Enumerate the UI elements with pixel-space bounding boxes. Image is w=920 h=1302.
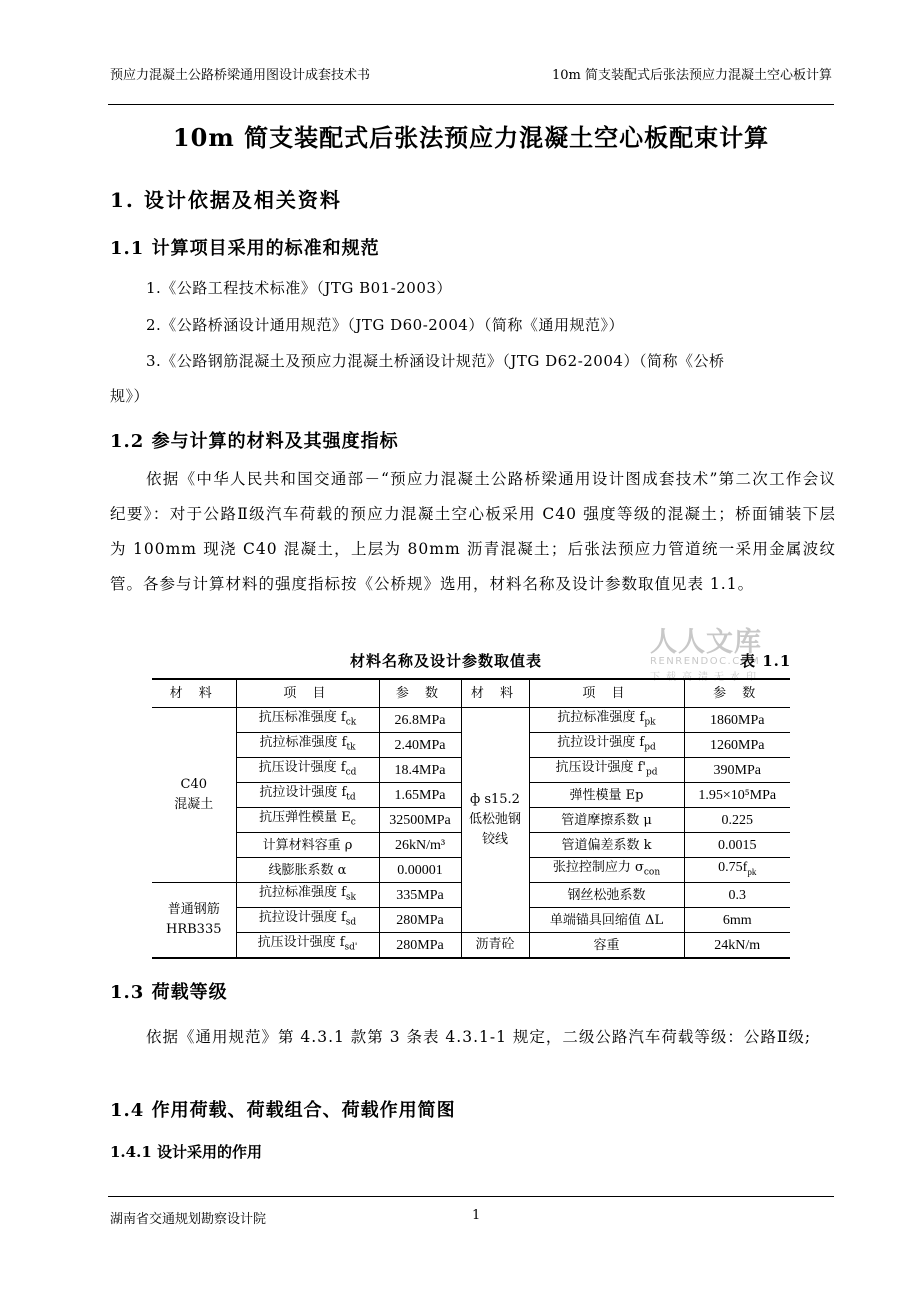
table-item-cell	[236, 708, 379, 733]
table-value-cell	[379, 783, 461, 808]
section-1-4-heading: 1.4 作用荷载、荷载组合、荷载作用简图	[110, 1100, 456, 1121]
reference-item: 1.《公路工程技术标准》（JTG B01-2003）	[146, 279, 452, 297]
table-value-cell	[379, 708, 461, 733]
item-label: 抗拉设计强度 f	[259, 784, 347, 800]
reference-item: 3.《公路钢筋混凝土及预应力混凝土桥涵设计规范》（JTG D62-2004）（简称《公桥	[146, 352, 725, 370]
value-text: 1260MPa	[710, 737, 765, 753]
table-item-cell	[529, 708, 684, 733]
table-header-row	[152, 679, 790, 708]
section-1-3-heading: 1.3 荷载等级	[110, 982, 228, 1003]
value-text: 26kN/m³	[394, 837, 446, 853]
item-subscript: c	[350, 817, 356, 828]
section-1-1-heading: 1.1 计算项目采用的标准和规范	[110, 238, 380, 259]
item-subscript: td	[346, 792, 356, 803]
item-label: 弹性模量 Ep	[569, 787, 644, 803]
table-value-cell	[684, 883, 790, 908]
table-value-cell	[684, 833, 790, 858]
item-label: 抗拉设计强度 f	[258, 909, 346, 925]
value-text: 1860MPa	[710, 712, 765, 728]
table-value-cell	[684, 908, 790, 933]
item-subscript: ck	[345, 717, 357, 728]
item-subscript: pk	[644, 717, 656, 728]
table-value-cell	[379, 858, 461, 883]
value-text: 0.3	[728, 887, 746, 903]
table-header-cell: 材 料	[152, 679, 236, 708]
value-text: 390MPa	[713, 762, 761, 778]
item-label: 抗拉标准强度 f	[258, 884, 346, 900]
item-subscript: cd	[345, 767, 357, 778]
table-item-cell	[236, 933, 379, 959]
table-item-cell	[529, 933, 684, 959]
table-header-cell: 材 料	[461, 679, 529, 708]
value-text: 6mm	[722, 912, 752, 928]
watermark-slogan: 下载高清无水印	[650, 672, 762, 683]
item-label: 容重	[593, 937, 620, 953]
section-1-heading: 1. 设计依据及相关资料	[110, 188, 342, 212]
value-text: 335MPa	[396, 887, 444, 903]
section-1-4-1-heading: 1.4.1 设计采用的作用	[110, 1143, 262, 1161]
item-label: 抗拉标准强度 f	[259, 734, 347, 750]
item-subscript: pd	[644, 742, 656, 753]
table-item-cell	[236, 833, 379, 858]
value-subscript: pk	[747, 866, 757, 877]
header-left: 预应力混凝土公路桥梁通用图设计成套技术书	[110, 68, 371, 83]
item-label: 抗压标准强度 f	[258, 709, 346, 725]
table-row	[152, 933, 790, 959]
watermark-url: RENRENDOC.COM	[650, 656, 761, 667]
reference-item-continued: 规》）	[110, 387, 150, 405]
table-item-cell	[236, 858, 379, 883]
value-text: 1.95×10⁵MPa	[698, 787, 777, 803]
table-value-cell	[379, 733, 461, 758]
item-subscript: tk	[346, 742, 356, 753]
value-text: 24kN/m	[714, 937, 761, 953]
item-label: 抗压设计强度 f'	[555, 759, 646, 775]
table-header-cell: 参 数	[684, 679, 790, 708]
table-item-cell	[529, 833, 684, 858]
value-text: 0.225	[721, 812, 753, 828]
item-subscript: pd	[646, 767, 658, 778]
value-text: 280MPa	[396, 937, 444, 953]
table-item-cell	[529, 908, 684, 933]
table-item-cell	[529, 783, 684, 808]
item-label: 管道偏差系数 k	[561, 837, 652, 853]
value-text: 18.4MPa	[394, 762, 446, 778]
value-text: 1.65MPa	[394, 787, 446, 803]
item-label: 张拉控制应力 σ	[552, 859, 644, 875]
item-label: 抗压设计强度 f	[257, 934, 345, 950]
item-label: 计算材料容重 ρ	[262, 837, 353, 853]
item-label: 抗压弹性模量 E	[259, 809, 351, 825]
item-label: 线膨胀系数 α	[268, 862, 347, 878]
header-right: 10m 简支装配式后张法预应力混凝土空心板计算	[551, 68, 832, 83]
table-value-cell	[684, 808, 790, 833]
item-label: 抗拉标准强度 f	[557, 709, 645, 725]
table-value-cell	[684, 858, 790, 883]
table-item-cell	[236, 783, 379, 808]
footer-organization: 湖南省交通规划勘察设计院	[110, 1212, 267, 1227]
table-header-cell: 参 数	[379, 679, 461, 708]
item-subscript: sk	[345, 892, 357, 903]
table-item-cell	[236, 733, 379, 758]
section-1-2-heading: 1.2 参与计算的材料及其强度指标	[110, 431, 399, 452]
table-item-cell	[529, 758, 684, 783]
value-text: 0.75f	[718, 860, 748, 876]
table-number: 表 1.1	[740, 652, 792, 670]
item-label: 抗压设计强度 f	[258, 759, 346, 775]
table-header-cell: 项 目	[529, 679, 684, 708]
watermark-logo: 人人文库	[650, 627, 762, 658]
table-value-cell	[379, 883, 461, 908]
item-label: 钢丝松弛系数	[567, 887, 646, 903]
table-value-cell	[684, 933, 790, 959]
table-value-cell	[684, 783, 790, 808]
footer-rule	[108, 1196, 834, 1197]
material-rebar-cell: 普通钢筋 HRB335	[152, 883, 236, 959]
table-item-cell	[529, 858, 684, 883]
reference-item: 2.《公路桥涵设计通用规范》（JTG D60-2004）（简称《通用规范》）	[146, 316, 624, 334]
item-label: 抗拉设计强度 f	[557, 734, 645, 750]
table-row	[152, 708, 790, 733]
table-item-cell	[529, 883, 684, 908]
materials-paragraph: 依据《中华人民共和国交通部－“预应力混凝土公路桥梁通用设计图成套技术”第二次工作会议纪要》：对于公路Ⅱ级汽车荷载的预应力混凝土空心板采用 C40 强度等级的混凝土；桥面铺装下层为 100mm 现浇 C40 混凝土，上层为 80mm 沥青混凝土；后张法预应力管道统一采用金属波纹管。各参与计算材料的强度指标按《公桥规》选用，材料名称及设计参数取值见表 1.1。	[110, 470, 836, 593]
item-label: 管道摩擦系数 μ	[561, 812, 652, 828]
table-value-cell	[379, 908, 461, 933]
value-text: 0.00001	[397, 862, 443, 878]
value-text: 26.8MPa	[394, 712, 446, 728]
table-value-cell	[684, 758, 790, 783]
material-asphalt-cell: 沥青砼	[461, 933, 529, 959]
item-subscript: sd	[345, 917, 357, 928]
table-item-cell	[236, 908, 379, 933]
table-item-cell	[529, 808, 684, 833]
materials-table	[152, 678, 790, 959]
item-subscript: sd'	[344, 942, 358, 953]
page-number: 1	[472, 1208, 481, 1223]
load-grade-paragraph: 依据《通用规范》第 4.3.1 款第 3 条表 4.3.1-1 规定，二级公路汽车荷载等级：公路Ⅱ级;	[146, 1028, 812, 1046]
material-c40-cell: C40 混凝土	[152, 708, 236, 883]
value-text: 2.40MPa	[394, 737, 446, 753]
table-value-cell	[684, 733, 790, 758]
item-label: 单端锚具回缩值 ΔL	[549, 912, 664, 928]
table-value-cell	[684, 708, 790, 733]
table-header-cell: 项 目	[236, 679, 379, 708]
table-value-cell	[379, 833, 461, 858]
material-strand-cell: ф s15.2 低松弛钢 铰线	[461, 708, 529, 933]
table-title: 材料名称及设计参数取值表	[350, 652, 543, 670]
table-value-cell	[379, 758, 461, 783]
value-text: 280MPa	[396, 912, 444, 928]
header-rule	[108, 104, 834, 105]
item-subscript: con	[643, 867, 661, 878]
table-item-cell	[236, 758, 379, 783]
value-text: 32500MPa	[389, 812, 451, 828]
table-item-cell	[529, 733, 684, 758]
document-title: 10m 简支装配式后张法预应力混凝土空心板配束计算	[172, 123, 770, 152]
table-item-cell	[236, 883, 379, 908]
table-value-cell	[379, 808, 461, 833]
table-item-cell	[236, 808, 379, 833]
value-text: 0.0015	[718, 837, 757, 853]
table-value-cell	[379, 933, 461, 959]
